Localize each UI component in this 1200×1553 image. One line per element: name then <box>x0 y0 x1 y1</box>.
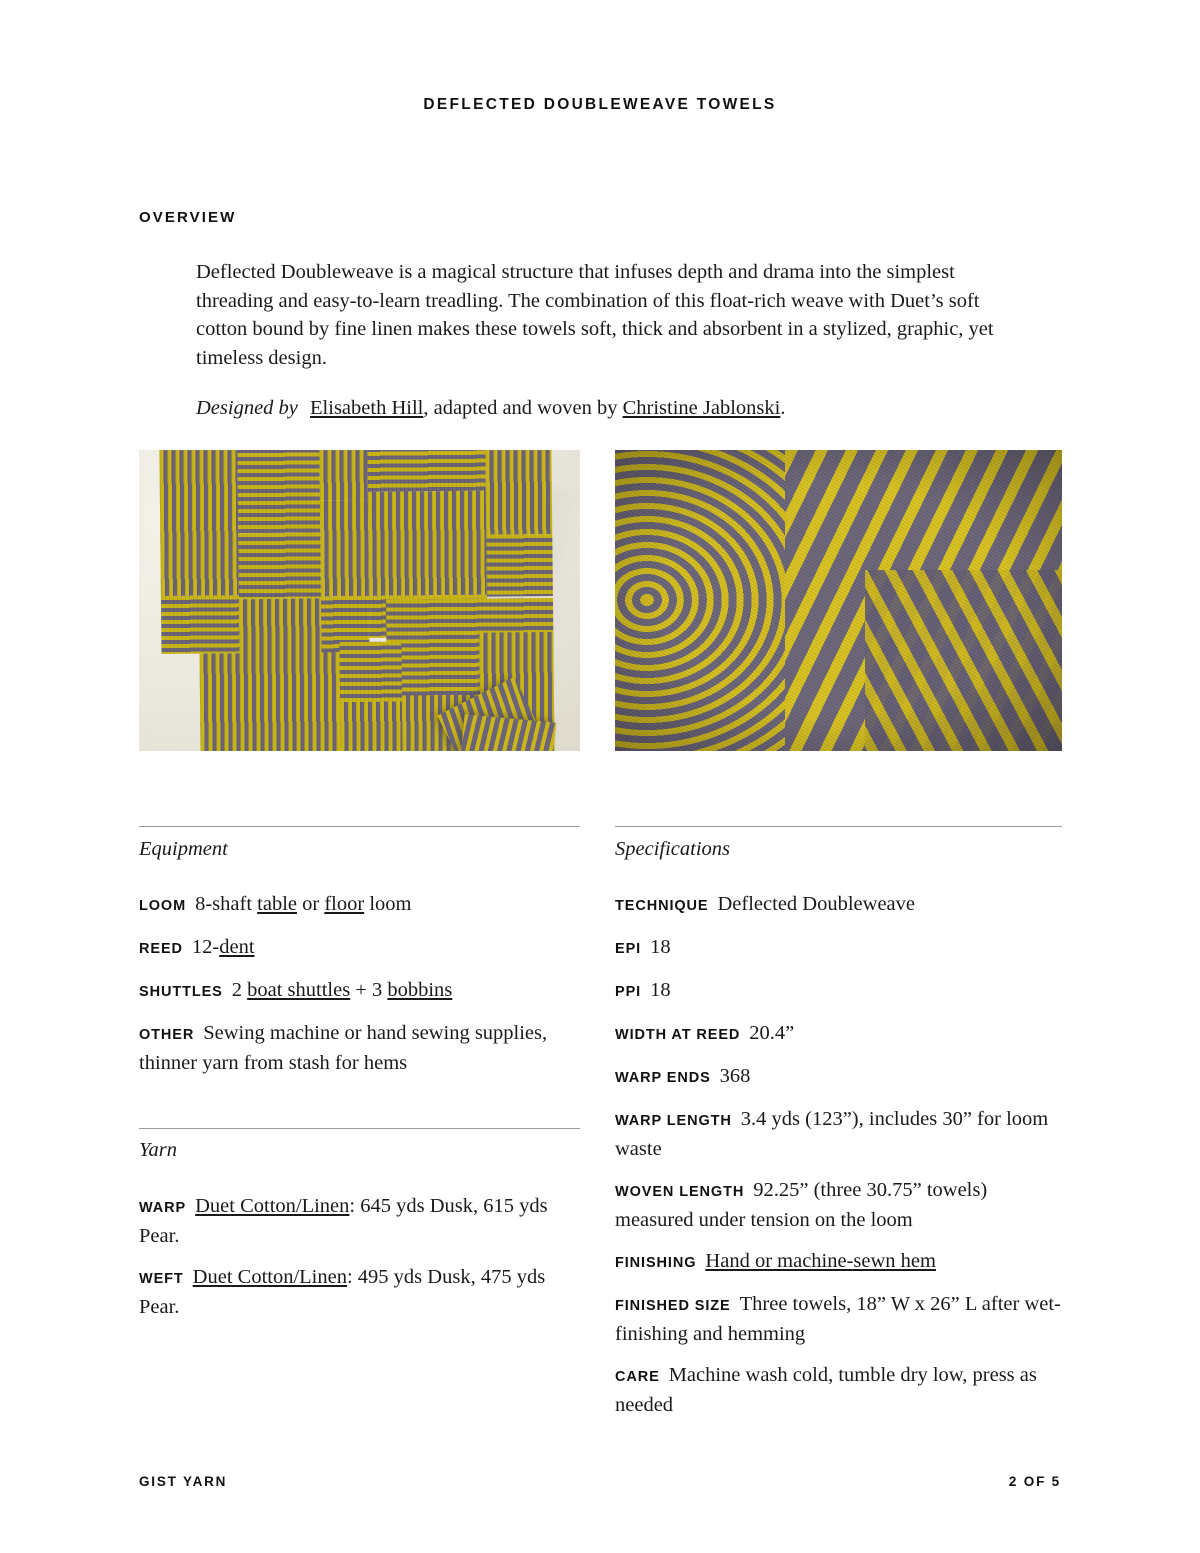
yarn-row <box>139 1192 571 1250</box>
equipment-value-link[interactable]: dent <box>219 936 255 958</box>
photo-weave-detail <box>615 450 1062 751</box>
equipment-value-text: Sewing machine or hand sewing supplies, thinner yarn from stash for hems <box>139 1022 548 1074</box>
specification-value <box>720 1065 751 1087</box>
yarn-value <box>139 1266 545 1318</box>
yarn-value-link[interactable]: Duet Cotton/Linen <box>192 1266 347 1288</box>
specification-value-text: 92.25” (three 30.75” towels) measured under tension on the loom <box>615 1179 988 1231</box>
specification-row <box>615 1062 1062 1092</box>
equipment-value-text: 12- <box>191 936 220 958</box>
specifications-subhead: Specifications <box>615 838 731 860</box>
equipment-value-link[interactable]: table <box>257 893 297 915</box>
equipment-value <box>192 936 255 958</box>
specification-value <box>615 1364 1037 1416</box>
specification-label: CARE <box>615 1369 660 1385</box>
specification-row <box>615 1247 1062 1277</box>
equipment-value <box>232 979 453 1001</box>
photo-towels-flatlay <box>139 450 580 751</box>
credit-period: . <box>780 397 786 419</box>
footer-page-number: 2 OF 5 <box>1008 1474 1061 1489</box>
specification-value-text: 368 <box>719 1065 751 1087</box>
equipment-row <box>139 890 571 920</box>
yarn-value-text: : 495 yds Dusk, 475 yds Pear. <box>139 1266 546 1318</box>
yarn-label: WEFT <box>139 1271 184 1287</box>
yarn-value-text: : 645 yds Dusk, 615 yds Pear. <box>139 1195 548 1247</box>
specification-label: TECHNIQUE <box>615 898 709 914</box>
equipment-value-text: or <box>297 893 325 915</box>
overview-credit <box>196 394 996 423</box>
equipment-value-link[interactable]: floor <box>324 893 365 915</box>
specification-value-text: 3.4 yds (123”), includes 30” for loom waste <box>615 1108 1049 1160</box>
equipment-row <box>139 1019 571 1077</box>
specification-value <box>718 893 916 915</box>
equipment-value-link[interactable]: boat shuttles <box>247 979 351 1001</box>
equipment-value-text: + 3 <box>350 979 388 1001</box>
specification-value-text: 18 <box>650 936 671 958</box>
yarn-label: WARP <box>139 1200 187 1216</box>
equipment-value-link[interactable]: bobbins <box>387 979 453 1001</box>
specification-label: EPI <box>615 941 642 957</box>
footer-brand: GIST YARN <box>139 1474 228 1489</box>
designer-link[interactable]: Elisabeth Hill <box>310 397 424 419</box>
equipment-label: OTHER <box>139 1027 195 1043</box>
specification-value-text: Deflected Doubleweave <box>717 893 915 915</box>
designed-by-label: Designed by <box>196 397 298 419</box>
yarn-rule <box>139 1128 580 1129</box>
equipment-label: SHUTTLES <box>139 984 223 1000</box>
weave-detail-background <box>615 450 1062 751</box>
equipment-value-text: 2 <box>231 979 248 1001</box>
specification-label: PPI <box>615 984 642 1000</box>
weave-vignette <box>615 450 1062 751</box>
specification-value-text: 18 <box>650 979 671 1001</box>
specification-row <box>615 933 1062 963</box>
specification-row <box>615 1176 1062 1234</box>
specification-label: FINISHED SIZE <box>615 1298 731 1314</box>
equipment-subhead: Equipment <box>139 838 228 860</box>
specification-row <box>615 1361 1062 1419</box>
specification-row <box>615 1105 1062 1163</box>
specification-value <box>650 936 671 958</box>
equipment-label: REED <box>139 941 183 957</box>
weaver-link[interactable]: Christine Jablonski <box>622 397 781 419</box>
overview-heading: OVERVIEW <box>139 209 237 226</box>
specification-row <box>615 1019 1062 1049</box>
specification-row <box>615 1290 1062 1348</box>
page-title: DEFLECTED DOUBLEWEAVE TOWELS <box>423 96 777 113</box>
yarn-value <box>139 1195 548 1247</box>
equipment-value <box>195 893 411 915</box>
specifications-list <box>615 890 1062 1419</box>
equipment-value <box>139 1022 547 1074</box>
yarn-row <box>139 1263 571 1321</box>
specification-value <box>650 979 671 1001</box>
equipment-rule <box>139 826 580 827</box>
specification-label: WOVEN LENGTH <box>615 1184 745 1200</box>
specification-value-text: Three towels, 18” W x 26” L after wet-finishing and hemming <box>615 1293 1061 1345</box>
overview-paragraph: Deflected Doubleweave is a magical structure that infuses depth and drama into the simplest threading and easy-to-learn treadling. The combination of this float-rich weave with Duet’s soft cotton bound by fine linen makes these towels soft, thick and absorbent in a stylized, graphic, yet timeless design. <box>196 261 994 369</box>
specification-value <box>705 1250 936 1272</box>
specification-value-link[interactable]: Hand or machine-sewn hem <box>705 1250 936 1272</box>
equipment-label: LOOM <box>139 898 187 914</box>
specification-value-text: Machine wash cold, tumble dry low, press as needed <box>615 1364 1037 1416</box>
specification-row <box>615 976 1062 1006</box>
towel-stack <box>159 450 554 751</box>
specification-row <box>615 890 1062 920</box>
specifications-rule <box>615 826 1062 827</box>
specification-label: WIDTH AT REED <box>615 1027 741 1043</box>
specification-label: FINISHING <box>615 1255 697 1271</box>
equipment-row <box>139 933 571 963</box>
equipment-row <box>139 976 571 1006</box>
specification-value <box>749 1022 794 1044</box>
specification-label: WARP ENDS <box>615 1070 711 1086</box>
equipment-list <box>139 890 571 1077</box>
specification-value-text: 20.4” <box>749 1022 795 1044</box>
specification-label: WARP LENGTH <box>615 1113 732 1129</box>
equipment-value-text: 8-shaft <box>195 893 258 915</box>
equipment-value-text: loom <box>364 893 412 915</box>
yarn-value-link[interactable]: Duet Cotton/Linen <box>195 1195 350 1217</box>
overview-body <box>196 258 996 423</box>
yarn-list <box>139 1192 571 1321</box>
credit-middle: , adapted and woven by <box>423 397 623 419</box>
yarn-subhead: Yarn <box>139 1139 177 1161</box>
